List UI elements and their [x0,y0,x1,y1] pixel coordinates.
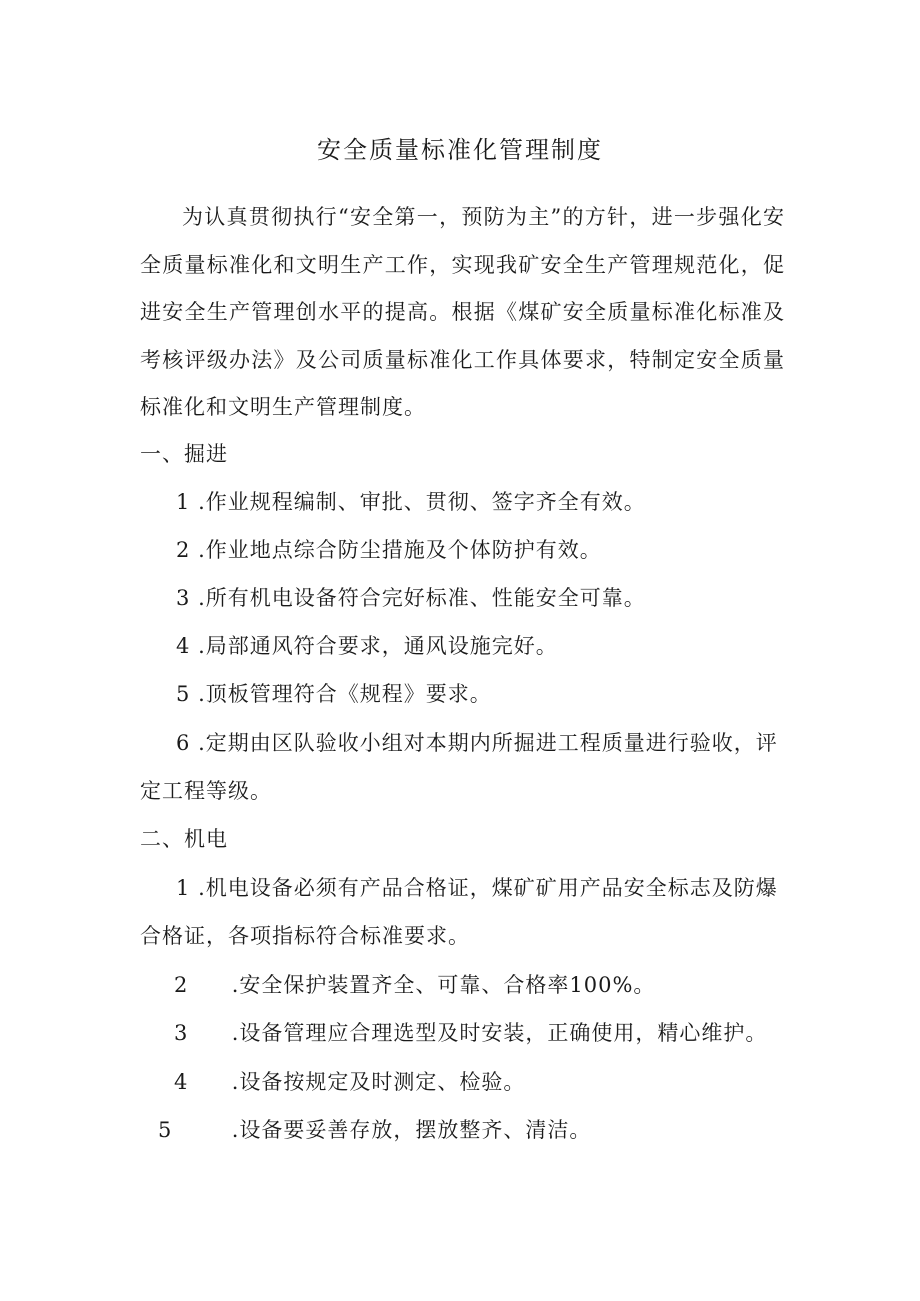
item-number: 6 [176,731,191,755]
item-number: 1 [176,490,191,514]
list-item [176,630,558,662]
item-number: 4 [176,634,191,658]
list-item [176,486,646,518]
list-item [176,582,646,614]
intro-paragraph: 为认真贯彻执行“安全第一，预防为主”的方针，进一步强化安全质量标准化和文明生产工作，实现我矿安全生产管理规范化，促进安全生产管理创水平的提高。根据《煤矿安全质量标准化标准及考核评级办法》及公司质量标准化工作具体要求，特制定安全质量标准化和文明生产管理制度。 [140,205,785,419]
item-text: .设备要妥善存放，摆放整齐、清洁。 [231,1118,592,1142]
item-text: .安全保护装置齐全、可靠、合格率100%。 [231,973,656,997]
item-number: 4 [174,1070,189,1094]
item-number: 3 [174,1021,189,1045]
item-number: 5 [158,1118,173,1142]
item-text: .作业地点综合防尘措施及个体防护有效。 [198,538,602,562]
section-heading-electromechanical: 二、机电 [140,827,228,851]
item-text: .机电设备必须有产品合格证，煤矿矿用产品安全标志及防爆 [198,876,778,900]
item-text: .设备管理应合理选型及时安装，正确使用，精心维护。 [231,1021,768,1045]
list-item [174,1017,767,1049]
list-item [176,872,778,904]
list-item [174,969,655,1001]
item-number: 5 [176,682,191,706]
item-text: .局部通风符合要求，通风设施完好。 [198,634,558,658]
list-item-continuation: 合格证，各项指标符合标准要求。 [140,924,470,948]
item-text: .作业规程编制、审批、贯彻、签字齐全有效。 [198,490,646,514]
item-number: 1 [176,876,191,900]
list-item-continuation: 定工程等级。 [140,779,272,803]
list-item [176,534,602,566]
item-text: .设备按规定及时测定、检验。 [231,1070,526,1094]
item-number: 2 [174,973,189,997]
item-text: .定期由区队验收小组对本期内所掘进工程质量进行验收，评 [198,731,778,755]
item-number: 2 [176,538,191,562]
list-item [174,1066,525,1098]
page-title: 安全质量标准化管理制度 [317,136,603,164]
item-text: .所有机电设备符合完好标准、性能安全可靠。 [198,586,646,610]
list-item [158,1114,591,1146]
item-number: 3 [176,586,191,610]
list-item [176,727,778,759]
list-item [176,678,492,710]
item-text: .顶板管理符合《规程》要求。 [198,682,492,706]
section-heading-tunneling: 一、掘进 [140,442,228,466]
